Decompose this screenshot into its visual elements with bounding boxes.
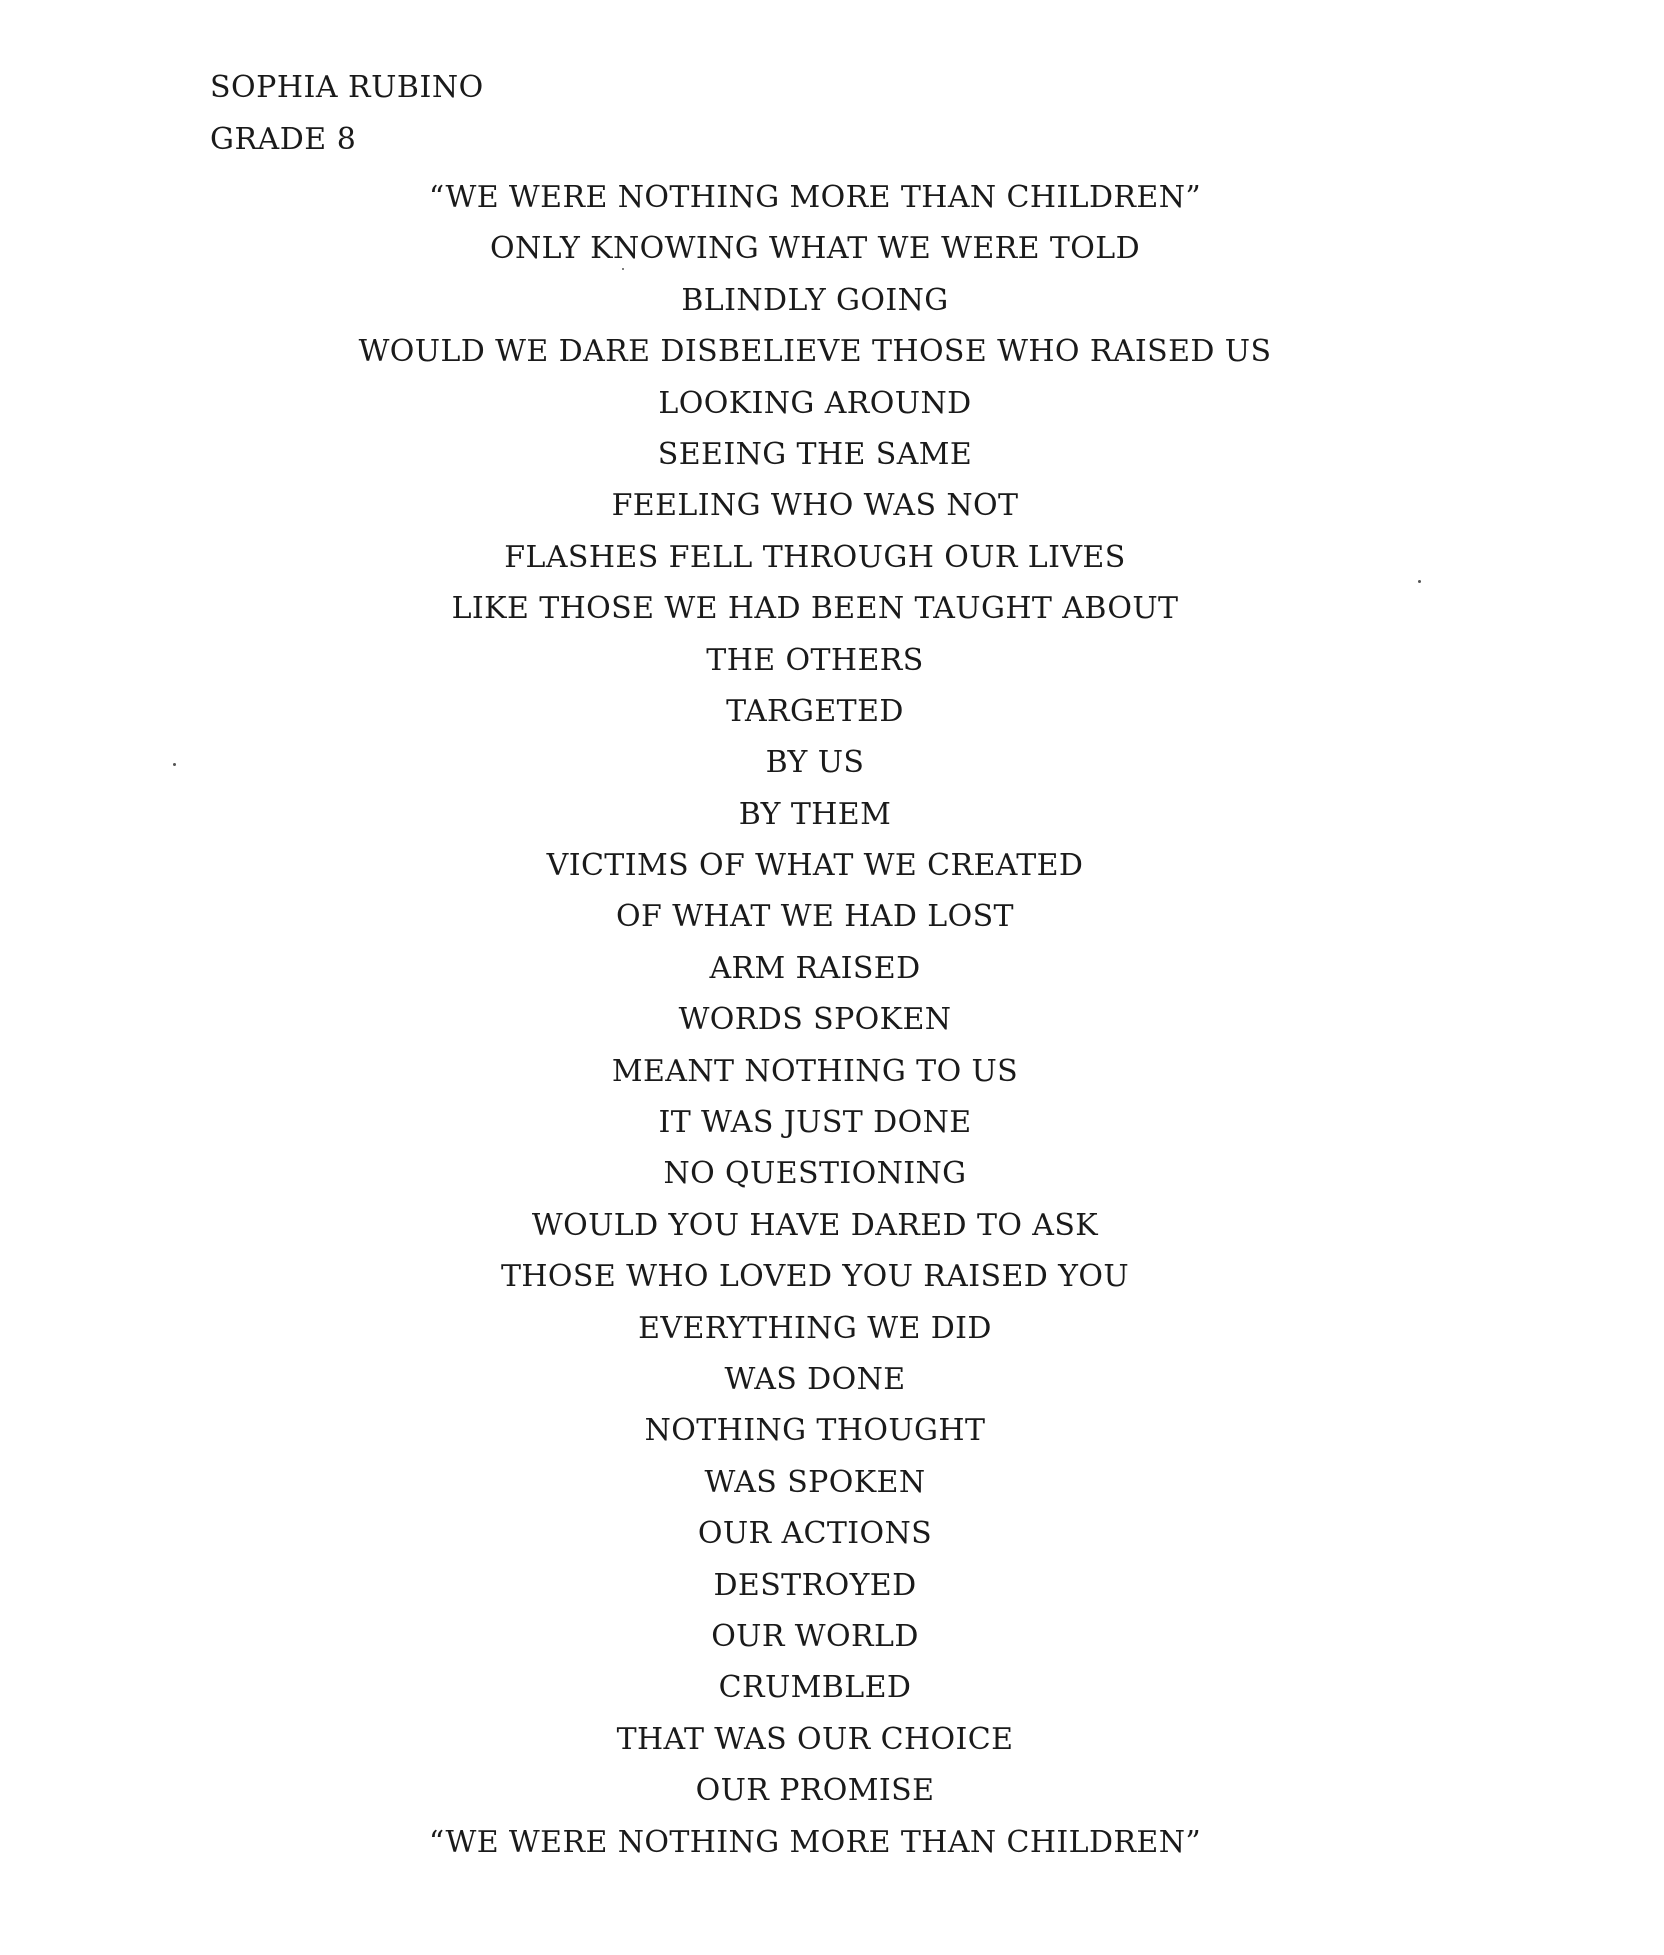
poem-line: DESTROYED — [713, 1567, 917, 1603]
scan-speck — [173, 763, 176, 766]
poem-line: “WE WERE NOTHING MORE THAN CHILDREN” — [428, 1824, 1202, 1860]
poem-line: EVERYTHING WE DID — [638, 1310, 992, 1346]
poem-line: VICTIMS OF WHAT WE CREATED — [546, 848, 1084, 884]
poem-line: OF WHAT WE HAD LOST — [616, 899, 1014, 935]
poem-line: NO QUESTIONING — [663, 1156, 967, 1192]
poem-line: THOSE WHO LOVED YOU RAISED YOU — [500, 1259, 1130, 1295]
poem-line: CRUMBLED — [718, 1670, 912, 1706]
poem-line: WOULD WE DARE DISBELIEVE THOSE WHO RAISED US — [358, 334, 1272, 370]
poem-line: WAS SPOKEN — [704, 1464, 926, 1500]
poem-line: ARM RAISED — [709, 950, 921, 986]
poem-line: FEELING WHO WAS NOT — [611, 488, 1019, 524]
poem-line: OUR ACTIONS — [697, 1516, 933, 1552]
poem-line: BLINDLY GOING — [681, 282, 949, 318]
poem-line: WORDS SPOKEN — [678, 1002, 952, 1038]
poem-line: WAS DONE — [724, 1361, 906, 1397]
poem-line: OUR PROMISE — [695, 1773, 935, 1809]
poem-line: ONLY KNOWING WHAT WE WERE TOLD — [489, 231, 1141, 267]
grade-label: GRADE 8 — [210, 122, 357, 157]
poem-line: “WE WERE NOTHING MORE THAN CHILDREN” — [428, 180, 1202, 215]
poem-line: IT WAS JUST DONE — [658, 1105, 972, 1141]
poem-line: THE OTHERS — [706, 642, 924, 678]
poem-line: BY THEM — [738, 796, 892, 832]
poem-line: FLASHES FELL THROUGH OUR LIVES — [504, 539, 1126, 575]
poem-line: MEANT NOTHING TO US — [611, 1053, 1019, 1089]
poem-line: OUR WORLD — [711, 1618, 919, 1654]
poem — [0, 172, 1630, 1868]
poem-line: LIKE THOSE WE HAD BEEN TAUGHT ABOUT — [451, 591, 1179, 627]
poem-line: NOTHING THOUGHT — [644, 1413, 986, 1449]
poem-line: SEEING THE SAME — [657, 436, 973, 472]
header — [210, 62, 484, 166]
author-name: SOPHIA RUBINO — [210, 70, 484, 105]
scan-speck — [1418, 580, 1421, 583]
poem-line: LOOKING AROUND — [658, 385, 972, 421]
poem-line: WOULD YOU HAVE DARED TO ASK — [531, 1207, 1099, 1243]
poem-line: TARGETED — [726, 693, 904, 729]
poem-line: THAT WAS OUR CHOICE — [616, 1721, 1014, 1757]
poem-line: BY US — [765, 745, 865, 781]
scan-speck — [622, 268, 624, 270]
